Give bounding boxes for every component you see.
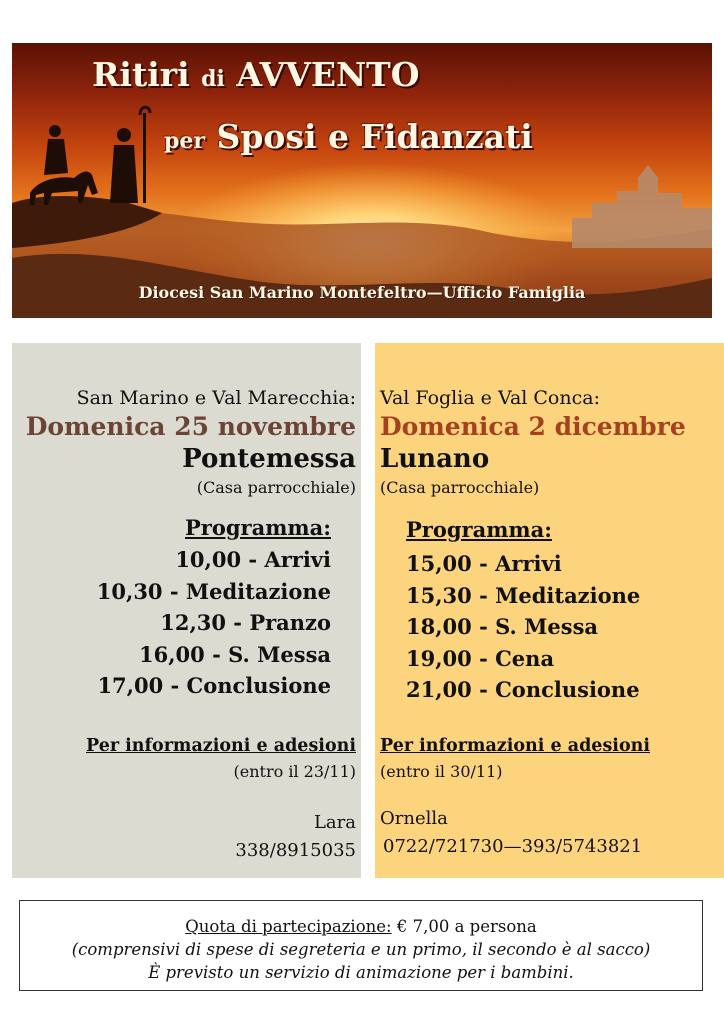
event-date: Domenica 25 novembre bbox=[25, 412, 356, 441]
contact-name: Lara bbox=[313, 812, 356, 833]
program-item: 21,00 - Conclusione bbox=[406, 677, 640, 702]
program-item: 17,00 - Conclusione bbox=[97, 673, 331, 698]
children-note: È previsto un servizio di animazione per i bambini. bbox=[148, 963, 574, 982]
event-region: San Marino e Val Marecchia: bbox=[76, 387, 356, 409]
fee-line bbox=[20, 915, 702, 938]
event-place: Pontemessa bbox=[182, 444, 356, 474]
banner-title: Ritiri di AVVENTO bbox=[92, 55, 420, 94]
program-item: 18,00 - S. Messa bbox=[406, 614, 598, 639]
program-title: Programma: bbox=[184, 515, 331, 540]
program-item: 16,00 - S. Messa bbox=[139, 641, 331, 667]
event-place: Lunano bbox=[380, 444, 490, 474]
event-column-left bbox=[12, 343, 361, 878]
program-item: 10,30 - Meditazione bbox=[96, 578, 331, 604]
event-region: Val Foglia e Val Conca: bbox=[380, 387, 600, 409]
event-date: Domenica 2 dicembre bbox=[380, 412, 686, 441]
program-list bbox=[406, 548, 640, 706]
info-title: Per informazioni e adesioni bbox=[86, 736, 356, 756]
program-item: 10,00 - Arrivi bbox=[175, 547, 331, 572]
program-item: 15,00 - Arrivi bbox=[406, 551, 562, 576]
fee-note: (comprensivi di spese di segreteria e un primo, il secondo è al sacco) bbox=[71, 940, 651, 959]
contact-phone: 338/8915035 bbox=[235, 840, 356, 861]
program-title: Programma: bbox=[406, 517, 553, 542]
fee-value: € 7,00 a persona bbox=[391, 917, 537, 936]
event-venue: (Casa parrocchiale) bbox=[196, 478, 356, 497]
fee-box bbox=[19, 900, 703, 991]
fee-label: Quota di partecipazione: bbox=[185, 917, 392, 936]
banner-diocese: Diocesi San Marino Montefeltro—Ufficio Famiglia bbox=[138, 283, 586, 302]
program-list bbox=[97, 544, 331, 702]
program-item: 15,30 - Meditazione bbox=[406, 582, 641, 608]
contact-phone: 0722/721730—393/5743821 bbox=[383, 836, 643, 857]
program-item: 12,30 - Pranzo bbox=[160, 610, 331, 635]
event-column-right bbox=[375, 343, 724, 878]
event-venue: (Casa parrocchiale) bbox=[380, 478, 540, 497]
program-item: 19,00 - Cena bbox=[406, 645, 555, 671]
banner bbox=[12, 43, 712, 318]
city-silhouette bbox=[572, 165, 712, 248]
registration-deadline: (entro il 30/11) bbox=[380, 762, 503, 781]
info-title: Per informazioni e adesioni bbox=[380, 736, 650, 756]
registration-deadline: (entro il 23/11) bbox=[233, 762, 356, 781]
banner-subtitle: per Sposi e Fidanzati bbox=[164, 117, 533, 156]
contact-name: Ornella bbox=[380, 808, 448, 829]
holy-family-silhouette bbox=[30, 107, 150, 205]
